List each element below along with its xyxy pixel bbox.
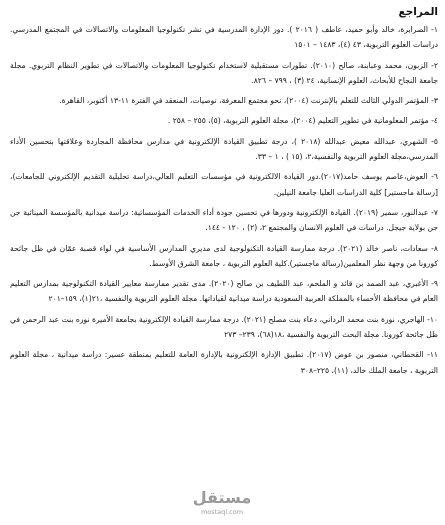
reference-item: ٥- الشهري، عبدالله معيض عبدالله (٢٠١٨ )، درجة تطبيق القيادة الإلكترونية في مدارس محافظة المجاردة وعلاقتها بتحسين الأداء المدرسي،مجلة العلوم التربوية والنفسية،٢، (١٥ ) ، ١ – ٣٣.: [10, 136, 438, 162]
page-title: المراجع: [398, 6, 438, 18]
watermark-url: mostaql.com: [200, 508, 244, 516]
reference-item: ٤- مؤتمر المعلوماتية في تطوير التعليم (٢٠٠٤)، مجلة العلوم التربوية، (٥)، ٢٥٥ – ٢٥٨ .: [167, 116, 438, 126]
watermark-text: مستقل: [192, 488, 252, 507]
references-document: [10, 4, 438, 383]
reference-item: ١- الصرايرة، خالد وأبو حميد، عاطف ( ٢٠١٦ ). دور الإدارة المدرسية في نشر تكنولوجيا المعلومات والاتصالات في المجتمع المدرسي. دراسات العلوم التربوية، ٤٣ (٤)، ١٤٨٣ – ١٥٠١: [10, 25, 438, 50]
reference-item: ٣- المؤتمر الدولي الثالث للتعلم بالإنترنت (٢٠٠٤)، نحو مجتمع المعرفة، توصيات، المنعقد في الفترة ١١-١٣ أكتوبر، القاهرة.: [59, 96, 438, 106]
reference-item: ٦- العوض،عاصم يوسف حامد(٢٠١٧).دور القيادة الالكترونية في مؤسسات التعليم العالي،دراسة تحليلية التقديم الإلكتروني للجامعات)، [رسالة ماجستير] كلية الدراسات العليا جامعة النيلين.: [10, 172, 438, 197]
reference-item: ١١- القحطاني، منصور بن عوض (٢٠١٧). تطبيق الإدارة الإلكترونية بالإدارة العامة للتعليم بمنطقة عسير: دراسة ميدانية ، مجلة العلوم التربوية ، جامعة الملك خالد، (١١)، ٢٢٥–٣٠٨: [10, 350, 438, 375]
reference-item: ٧- عبدالنور، سمير (٢٠١٩). القيادة الإلكترونية ودورها في تحسين جودة أداء الخدمات المؤسساتية: دراسة ميدانية بالمؤسسة المينائية جن جن بولاية جيجل. دراسات في العلوم الانسان والمجتمع ٢، (٢) ، ١٢٠ - ١٤٤.: [10, 207, 438, 233]
reference-item: ٢- الزبون، محمد وعبابنة، صالح (٢٠١٠). تطورات مستقبلية لاستخدام تكنولوجيا المعلومات والاتصالات في تطوير النظام التربوي. مجلة جامعة النجاح للأبحاث، العلوم الإنسانية، ٢٤ (٣) ، ٧٩٩ – ٨٢٦.: [10, 60, 438, 85]
reference-item: ٨- سعادات، ناصر خالد (٢٠٢١). درجة ممارسة القيادة التكنولوجية لدى مديري المدارس الأساسية في لواء قصبة عمّان في ظل جائحة كورونا من وجهة نظر المعلمين(رسالة ماجستير).كلية العلوم التربوية ، جامعة الشرق الأوسط.: [10, 243, 438, 268]
mostaql-watermark-logo: [172, 488, 272, 516]
reference-item: ١٠- الهاجري، نورة بنت محمد الرداني، دعاء بنت مصلح (٢٠٢١). درجة ممارسة القيادة الإلكترونية بجامعة الأميرة نوره بنت عبد الرحمن في ظل جائحة كورونا. مجلة البحث التربوية والنفسية ،١٨(٦٨)، ٢٣٩– ٢٧٣: [10, 314, 438, 340]
reference-list: [10, 22, 438, 378]
reference-item: ٩- الأغبري، عبد الصمد بن قائد و الملحم، عبد اللطيف بن صالح (٢٠٢٠). مدى تقدير ممارسة معايير القيادة التكنولوجية بمدارس التعليم العام في محافظة الأحساء بالمملكة العربية السعودية دراسة ميدانية لقياداتها. مجلة العلوم التربوية والنفسية ،٢١(١)، ١٥٩–٢٠١: [10, 279, 438, 304]
